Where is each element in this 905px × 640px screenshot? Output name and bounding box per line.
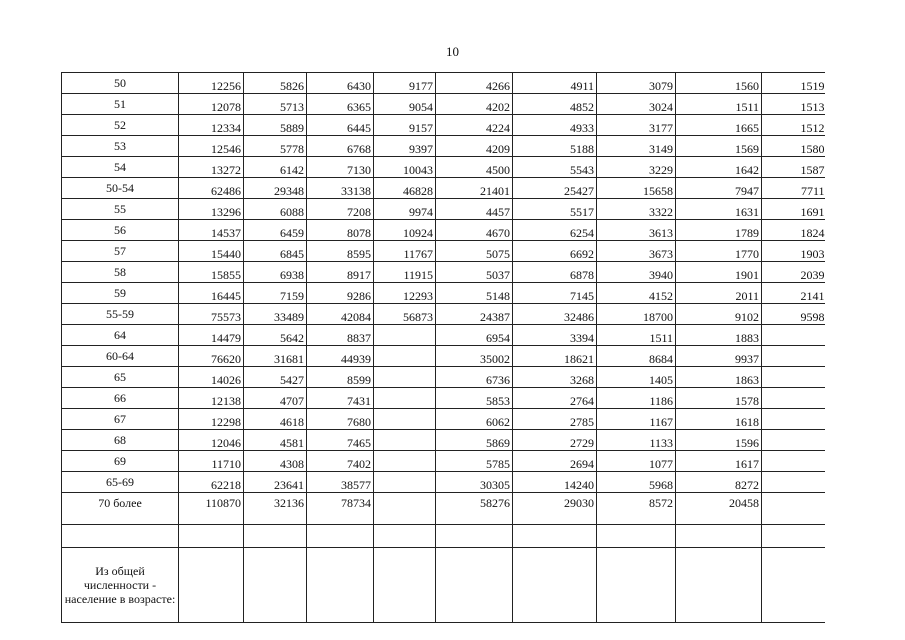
value-cell: 4933 — [513, 115, 597, 136]
value-cell: 5517 — [513, 199, 597, 220]
value-cell: 8684 — [597, 346, 676, 367]
value-cell: 2011 — [676, 283, 762, 304]
value-cell: 4581 — [244, 430, 307, 451]
value-cell: 21401 — [436, 178, 513, 199]
value-cell: 14026 — [179, 367, 244, 388]
value-cell: 3177 — [597, 115, 676, 136]
value-cell: 12546 — [179, 136, 244, 157]
table-row — [62, 304, 825, 325]
value-cell: 14537 — [179, 220, 244, 241]
age-cell: 56 — [62, 220, 179, 241]
empty-cell — [374, 525, 436, 548]
value-cell — [374, 451, 436, 472]
value-cell: 4224 — [436, 115, 513, 136]
value-cell: 46828 — [374, 178, 436, 199]
value-cell: 12293 — [374, 283, 436, 304]
value-cell: 2729 — [513, 430, 597, 451]
table-row — [62, 157, 825, 178]
value-cell: 2694 — [513, 451, 597, 472]
value-cell: 5968 — [597, 472, 676, 493]
value-cell: 1617 — [676, 451, 762, 472]
value-cell: 6142 — [244, 157, 307, 178]
value-cell: 14240 — [513, 472, 597, 493]
table-row — [62, 493, 825, 525]
value-cell: 1511 — [676, 94, 762, 115]
value-cell: 9102 — [676, 304, 762, 325]
value-cell: 8572 — [597, 493, 676, 525]
value-cell: 8272 — [676, 472, 762, 493]
value-cell: 5642 — [244, 325, 307, 346]
value-cell: 29348 — [244, 178, 307, 199]
value-cell: 6938 — [244, 262, 307, 283]
value-cell: 5543 — [513, 157, 597, 178]
value-cell: 62486 — [179, 178, 244, 199]
footer-label: Из общей численности - население в возрасте: — [62, 548, 179, 623]
value-cell: 6445 — [307, 115, 374, 136]
value-cell: 10043 — [374, 157, 436, 178]
value-cell: 7711 — [762, 178, 825, 199]
value-cell: 20458 — [676, 493, 762, 525]
value-cell: 30305 — [436, 472, 513, 493]
table-row — [62, 178, 825, 199]
value-cell: 12078 — [179, 94, 244, 115]
table-row-empty — [62, 525, 825, 548]
table-row — [62, 325, 825, 346]
table-footer-row — [62, 548, 825, 623]
age-cell: 55 — [62, 199, 179, 220]
value-cell: 8917 — [307, 262, 374, 283]
empty-cell — [244, 525, 307, 548]
value-cell: 1560 — [676, 73, 762, 94]
table-row — [62, 115, 825, 136]
population-table — [61, 72, 825, 623]
value-cell: 9177 — [374, 73, 436, 94]
empty-cell — [597, 525, 676, 548]
value-cell: 9054 — [374, 94, 436, 115]
value-cell: 4852 — [513, 94, 597, 115]
table-row — [62, 94, 825, 115]
table-row — [62, 199, 825, 220]
value-cell: 4152 — [597, 283, 676, 304]
value-cell: 6845 — [244, 241, 307, 262]
value-cell: 1789 — [676, 220, 762, 241]
value-cell: 18700 — [597, 304, 676, 325]
value-cell: 4266 — [436, 73, 513, 94]
value-cell: 5075 — [436, 241, 513, 262]
value-cell: 6459 — [244, 220, 307, 241]
empty-cell — [179, 525, 244, 548]
value-cell — [762, 367, 825, 388]
value-cell: 5188 — [513, 136, 597, 157]
value-cell: 1883 — [676, 325, 762, 346]
value-cell: 11710 — [179, 451, 244, 472]
empty-cell — [597, 548, 676, 623]
value-cell: 7402 — [307, 451, 374, 472]
value-cell: 6736 — [436, 367, 513, 388]
empty-cell — [762, 548, 825, 623]
value-cell — [762, 346, 825, 367]
empty-cell — [676, 548, 762, 623]
value-cell: 6365 — [307, 94, 374, 115]
age-cell: 55-59 — [62, 304, 179, 325]
value-cell — [762, 325, 825, 346]
value-cell: 1691 — [762, 199, 825, 220]
value-cell: 10924 — [374, 220, 436, 241]
age-cell: 53 — [62, 136, 179, 157]
value-cell: 76620 — [179, 346, 244, 367]
value-cell: 5037 — [436, 262, 513, 283]
value-cell: 1167 — [597, 409, 676, 430]
value-cell: 2764 — [513, 388, 597, 409]
value-cell — [374, 493, 436, 525]
value-cell: 33138 — [307, 178, 374, 199]
value-cell: 1512 — [762, 115, 825, 136]
value-cell: 3394 — [513, 325, 597, 346]
value-cell: 7145 — [513, 283, 597, 304]
empty-cell — [374, 548, 436, 623]
value-cell: 1903 — [762, 241, 825, 262]
value-cell: 38577 — [307, 472, 374, 493]
value-cell — [762, 493, 825, 525]
value-cell: 5889 — [244, 115, 307, 136]
value-cell: 9937 — [676, 346, 762, 367]
value-cell: 2785 — [513, 409, 597, 430]
value-cell: 4209 — [436, 136, 513, 157]
value-cell: 5785 — [436, 451, 513, 472]
age-cell: 51 — [62, 94, 179, 115]
value-cell: 1519 — [762, 73, 825, 94]
table-row — [62, 430, 825, 451]
age-cell: 67 — [62, 409, 179, 430]
value-cell — [374, 409, 436, 430]
table-row — [62, 472, 825, 493]
page-number: 10 — [446, 44, 459, 59]
value-cell: 1618 — [676, 409, 762, 430]
value-cell: 1513 — [762, 94, 825, 115]
table-row — [62, 136, 825, 157]
value-cell: 7159 — [244, 283, 307, 304]
value-cell: 4618 — [244, 409, 307, 430]
value-cell: 75573 — [179, 304, 244, 325]
value-cell: 4500 — [436, 157, 513, 178]
value-cell: 6254 — [513, 220, 597, 241]
empty-cell — [436, 548, 513, 623]
value-cell: 1596 — [676, 430, 762, 451]
empty-cell — [513, 548, 597, 623]
value-cell: 11767 — [374, 241, 436, 262]
value-cell: 6088 — [244, 199, 307, 220]
value-cell: 8595 — [307, 241, 374, 262]
value-cell: 1133 — [597, 430, 676, 451]
age-cell: 69 — [62, 451, 179, 472]
table-row — [62, 346, 825, 367]
empty-cell — [307, 525, 374, 548]
empty-cell — [179, 548, 244, 623]
value-cell: 29030 — [513, 493, 597, 525]
table-body — [62, 73, 825, 623]
value-cell: 5826 — [244, 73, 307, 94]
value-cell: 12138 — [179, 388, 244, 409]
value-cell: 2039 — [762, 262, 825, 283]
value-cell: 9157 — [374, 115, 436, 136]
age-cell: 64 — [62, 325, 179, 346]
value-cell: 5778 — [244, 136, 307, 157]
value-cell — [762, 430, 825, 451]
value-cell: 9598 — [762, 304, 825, 325]
value-cell: 7130 — [307, 157, 374, 178]
value-cell: 13296 — [179, 199, 244, 220]
value-cell: 1587 — [762, 157, 825, 178]
empty-cell — [676, 525, 762, 548]
value-cell: 3079 — [597, 73, 676, 94]
value-cell: 12334 — [179, 115, 244, 136]
empty-cell — [513, 525, 597, 548]
value-cell: 16445 — [179, 283, 244, 304]
value-cell: 4308 — [244, 451, 307, 472]
age-cell: 59 — [62, 283, 179, 304]
value-cell: 3229 — [597, 157, 676, 178]
value-cell: 7465 — [307, 430, 374, 451]
value-cell: 3673 — [597, 241, 676, 262]
age-cell: 70 более — [62, 493, 179, 525]
value-cell: 1077 — [597, 451, 676, 472]
value-cell: 6692 — [513, 241, 597, 262]
age-cell: 65-69 — [62, 472, 179, 493]
value-cell: 6878 — [513, 262, 597, 283]
empty-cell — [307, 548, 374, 623]
value-cell: 1665 — [676, 115, 762, 136]
table-row — [62, 367, 825, 388]
value-cell: 9397 — [374, 136, 436, 157]
value-cell: 15855 — [179, 262, 244, 283]
value-cell — [762, 388, 825, 409]
value-cell: 23641 — [244, 472, 307, 493]
table-row — [62, 220, 825, 241]
value-cell: 14479 — [179, 325, 244, 346]
value-cell — [374, 388, 436, 409]
value-cell: 1578 — [676, 388, 762, 409]
value-cell: 18621 — [513, 346, 597, 367]
value-cell: 6768 — [307, 136, 374, 157]
value-cell: 7208 — [307, 199, 374, 220]
value-cell: 32136 — [244, 493, 307, 525]
age-cell: 65 — [62, 367, 179, 388]
value-cell: 78734 — [307, 493, 374, 525]
age-cell: 54 — [62, 157, 179, 178]
age-cell: 66 — [62, 388, 179, 409]
age-cell: 68 — [62, 430, 179, 451]
value-cell: 1569 — [676, 136, 762, 157]
value-cell: 110870 — [179, 493, 244, 525]
age-cell: 60-64 — [62, 346, 179, 367]
value-cell: 15658 — [597, 178, 676, 199]
empty-cell — [244, 548, 307, 623]
age-cell: 52 — [62, 115, 179, 136]
value-cell: 4707 — [244, 388, 307, 409]
value-cell: 24387 — [436, 304, 513, 325]
value-cell — [374, 367, 436, 388]
age-cell: 50 — [62, 73, 179, 94]
value-cell: 11915 — [374, 262, 436, 283]
value-cell: 44939 — [307, 346, 374, 367]
value-cell — [762, 451, 825, 472]
value-cell — [374, 430, 436, 451]
value-cell: 1863 — [676, 367, 762, 388]
table-row — [62, 262, 825, 283]
empty-cell — [436, 525, 513, 548]
value-cell: 3268 — [513, 367, 597, 388]
value-cell: 33489 — [244, 304, 307, 325]
table-row — [62, 388, 825, 409]
value-cell: 15440 — [179, 241, 244, 262]
table-row — [62, 73, 825, 94]
value-cell: 1901 — [676, 262, 762, 283]
value-cell: 7431 — [307, 388, 374, 409]
empty-cell — [762, 525, 825, 548]
value-cell: 1631 — [676, 199, 762, 220]
table-row — [62, 409, 825, 430]
table-row — [62, 283, 825, 304]
value-cell: 3613 — [597, 220, 676, 241]
value-cell: 42084 — [307, 304, 374, 325]
value-cell: 3024 — [597, 94, 676, 115]
value-cell: 1770 — [676, 241, 762, 262]
value-cell: 5427 — [244, 367, 307, 388]
value-cell — [374, 325, 436, 346]
value-cell: 32486 — [513, 304, 597, 325]
value-cell — [762, 409, 825, 430]
value-cell: 6430 — [307, 73, 374, 94]
value-cell: 62218 — [179, 472, 244, 493]
value-cell: 4911 — [513, 73, 597, 94]
value-cell: 35002 — [436, 346, 513, 367]
value-cell: 3322 — [597, 199, 676, 220]
value-cell: 25427 — [513, 178, 597, 199]
value-cell: 3940 — [597, 262, 676, 283]
value-cell: 13272 — [179, 157, 244, 178]
value-cell: 5853 — [436, 388, 513, 409]
value-cell: 12256 — [179, 73, 244, 94]
value-cell: 56873 — [374, 304, 436, 325]
value-cell: 4202 — [436, 94, 513, 115]
table-row — [62, 241, 825, 262]
value-cell: 4457 — [436, 199, 513, 220]
value-cell: 8078 — [307, 220, 374, 241]
value-cell: 1580 — [762, 136, 825, 157]
age-cell: 50-54 — [62, 178, 179, 199]
value-cell: 7947 — [676, 178, 762, 199]
value-cell: 31681 — [244, 346, 307, 367]
empty-cell — [62, 525, 179, 548]
value-cell: 2141 — [762, 283, 825, 304]
value-cell: 7680 — [307, 409, 374, 430]
value-cell: 58276 — [436, 493, 513, 525]
age-cell: 58 — [62, 262, 179, 283]
value-cell: 12298 — [179, 409, 244, 430]
value-cell: 1405 — [597, 367, 676, 388]
value-cell — [374, 346, 436, 367]
table-row — [62, 451, 825, 472]
value-cell: 12046 — [179, 430, 244, 451]
value-cell — [374, 472, 436, 493]
value-cell: 3149 — [597, 136, 676, 157]
value-cell: 1824 — [762, 220, 825, 241]
value-cell: 1511 — [597, 325, 676, 346]
value-cell: 8599 — [307, 367, 374, 388]
value-cell: 9974 — [374, 199, 436, 220]
value-cell: 9286 — [307, 283, 374, 304]
value-cell: 1186 — [597, 388, 676, 409]
value-cell: 6062 — [436, 409, 513, 430]
value-cell — [762, 472, 825, 493]
value-cell: 8837 — [307, 325, 374, 346]
value-cell: 5869 — [436, 430, 513, 451]
value-cell: 5713 — [244, 94, 307, 115]
age-cell: 57 — [62, 241, 179, 262]
value-cell: 1642 — [676, 157, 762, 178]
value-cell: 4670 — [436, 220, 513, 241]
value-cell: 5148 — [436, 283, 513, 304]
value-cell: 6954 — [436, 325, 513, 346]
